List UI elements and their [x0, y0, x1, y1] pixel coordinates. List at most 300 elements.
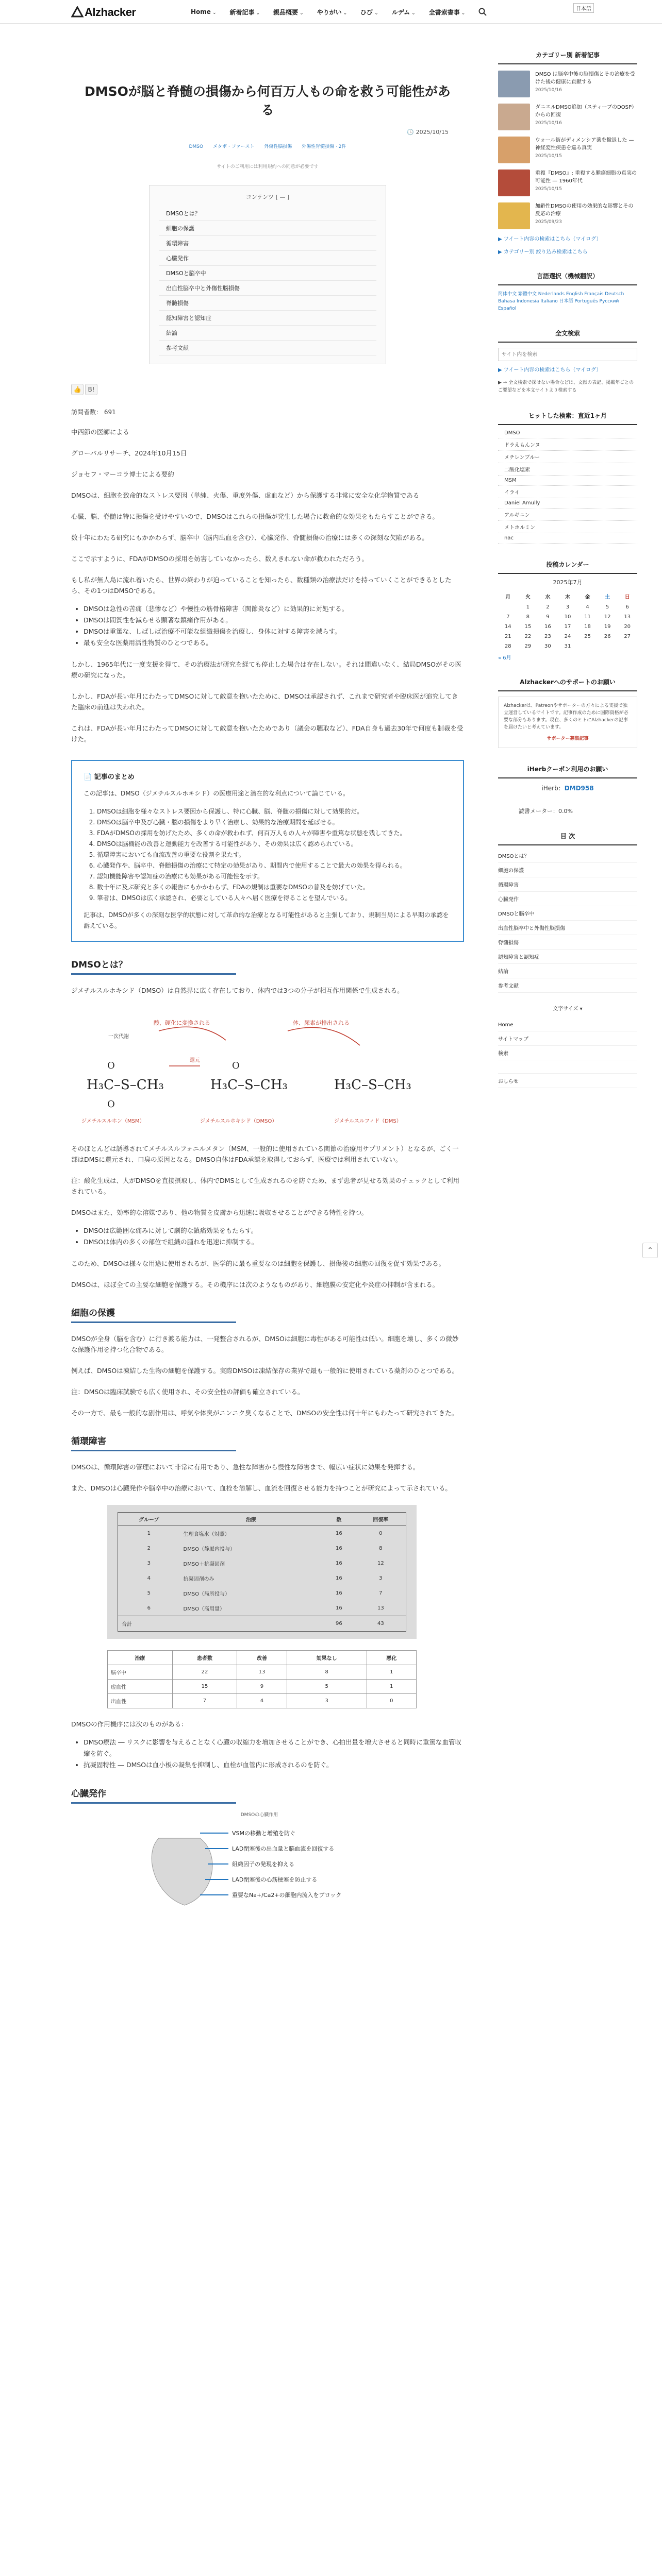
calendar-day[interactable]: 10	[564, 614, 571, 620]
popular-tag[interactable]: アルギニン	[498, 509, 637, 521]
msm-oxygen-top: O	[107, 1060, 115, 1071]
toc-item[interactable]: 認知障害と認知症	[159, 311, 376, 326]
article-title[interactable]: ダニエルDMSO追加（スティーブのDOSP）からの回復	[535, 105, 637, 118]
table-header-row	[108, 1651, 417, 1665]
table-cell: 脳卒中	[108, 1665, 173, 1680]
calendar-day[interactable]: 21	[504, 634, 511, 639]
summary-point: 8. 数十年に及ぶ研究と多くの報告にもかかわらず、FDAの規制は重要なDMSOの普及を妨げていた。	[97, 882, 452, 893]
dmso-metabolism-figure	[71, 1004, 464, 1133]
scroll-to-top-button[interactable]	[642, 1243, 658, 1258]
calendar-day[interactable]: 6	[625, 604, 629, 610]
iherb-code-value[interactable]: DMD958	[564, 785, 594, 792]
footer-link-notice[interactable]: おしらせ	[498, 1074, 637, 1088]
table-header: 治療	[108, 1651, 173, 1665]
iherb-code[interactable]	[498, 784, 637, 792]
section-paragraph: 注：酸化生成は、人がDMSOを直接摂取し、体内でDMSとして生成されるのを防ぐため、まず患者が見せる効果のチェックとして利用されている。	[71, 1177, 460, 1195]
table-cell: 15	[172, 1680, 237, 1694]
popular-tag[interactable]: イライ	[498, 486, 637, 498]
table-cell: 16	[336, 1605, 342, 1611]
table-cell: 8	[287, 1665, 367, 1680]
support-box	[498, 697, 637, 748]
calendar-day[interactable]: 22	[524, 634, 532, 639]
nav-item-7[interactable]	[429, 8, 466, 16]
sidebar-toc-item[interactable]: DMSOとは？	[498, 849, 637, 863]
logo-icon	[71, 6, 85, 18]
chevron-down-icon: ⌄	[461, 10, 466, 16]
article-thumbnail[interactable]	[498, 137, 530, 163]
intro-paragraph: 中西節の医師による	[71, 428, 129, 436]
calendar-day[interactable]: 28	[504, 643, 511, 649]
calendar-day[interactable]: 29	[524, 643, 532, 649]
article-date: 2025/10/16	[535, 121, 562, 126]
section-paragraph: また、DMSOは心臓発作や脳卒中の治療において、血栓を溶解し、血流を回復させる能力を持つことが研究によって示されている。	[71, 1484, 452, 1492]
calendar-day[interactable]: 12	[604, 614, 611, 620]
calendar-day[interactable]: 23	[544, 634, 551, 639]
popular-tag[interactable]: MSM	[498, 476, 637, 486]
like-button[interactable]: 👍	[71, 384, 84, 395]
calendar-day[interactable]	[577, 641, 598, 651]
table-cell: 43	[356, 1616, 406, 1632]
section-paragraph: DMSOが全身（脳を含む）に行き渡る能力は、一発整合されるが、DMSOは細胞に毒性がある可能性は低い。細胞を壊し、多くの微妙な保護作用を持つ化合物である。	[71, 1335, 459, 1353]
table-header: 改善	[237, 1651, 287, 1665]
calendar-day[interactable]: 15	[524, 624, 532, 630]
table-cell: 出血性	[108, 1694, 173, 1708]
sidebar-toc	[498, 849, 637, 993]
terms-disclaimer[interactable]: サイトのご利用には利用規約への同意が必要です	[217, 164, 319, 170]
calendar-day[interactable]: 9	[546, 614, 550, 620]
article-title[interactable]: 加齢性DMSOの使用の効果的な影響とその反応の治療	[535, 204, 634, 217]
table-row	[108, 1665, 417, 1680]
font-size-control[interactable]: 文字サイズ ▾	[553, 1006, 583, 1012]
table-header: 悪化	[367, 1651, 416, 1665]
share-buttons	[71, 384, 464, 396]
post-calendar	[498, 590, 637, 651]
table-cell: 16	[336, 1575, 342, 1581]
footer-link-home[interactable]: Home	[498, 1019, 637, 1031]
section-paragraph: その一方で、最も一般的な副作用は、呼気や体臭がニンニク臭くなることで、DMSOの安全性は何十年にもわたって研究されてきた。	[71, 1409, 458, 1417]
section-heading: DMSOとは？	[71, 957, 236, 975]
molecule-diagram	[71, 1004, 464, 1133]
intro-paragraph: ジョセフ・マーコラ博士による要約	[71, 470, 174, 478]
tweet-search-link[interactable]: ▶ ツイート内容の検索はこちら（マイログ）	[498, 236, 602, 242]
popular-tag[interactable]: ドラえもんンヌ	[498, 438, 637, 451]
list-item: • DMSOは広範囲な痛みに対して劇的な鎮痛効果をもたらす。	[84, 1225, 464, 1236]
calendar-day[interactable]: 13	[624, 614, 631, 620]
heart-diagram	[138, 1818, 380, 1910]
category-tags	[71, 143, 464, 149]
nav-item-6[interactable]	[392, 8, 416, 16]
table-cell: 3	[379, 1575, 383, 1581]
clock-icon: 🕓	[407, 129, 416, 135]
summary-point: 5. 循環障害においても血流改善の重要な役割を果たす。	[97, 850, 452, 860]
summary-point: 1. DMSOは細胞を様々なストレス要因から保護し、特に心臓、脳、脊髄の損傷に対して効果的だ。	[97, 806, 452, 817]
article-date: 2025/09/23	[535, 219, 562, 225]
table-cell: 16	[336, 1546, 342, 1551]
article-title[interactable]: 重複『DMSO』: 重複する腫瘍細胞の真実の可能性 — 1960年代	[535, 171, 637, 184]
article-thumbnail[interactable]	[498, 71, 530, 97]
article-title[interactable]: DMSO は脳卒中後の脳損傷とその治療を受けた後の健康に貢献する	[535, 72, 635, 85]
arrow-left	[159, 1027, 226, 1040]
toc-item[interactable]: DMSOとは？	[159, 206, 376, 221]
nav-label: ひび	[360, 8, 373, 16]
mol-arrow-label: 還元	[190, 1058, 200, 1063]
table-cell: 7	[172, 1694, 237, 1708]
table-cell: 13	[377, 1605, 384, 1611]
arrow-right	[288, 1027, 360, 1045]
sidebar-heading: iHerbクーポン利用のお願い	[498, 760, 637, 778]
logo-text: Alzhacker	[85, 6, 136, 19]
footer-links	[498, 1019, 637, 1088]
calendar-day[interactable]	[598, 641, 618, 651]
calendar-day[interactable]: 24	[564, 634, 571, 639]
sidebar-article[interactable]	[498, 104, 637, 130]
publish-date-text: 2025/10/15	[416, 129, 449, 135]
table-of-contents	[149, 185, 386, 364]
sidebar-toc-item[interactable]: 細胞の保護	[498, 863, 637, 877]
arrow-up-icon: ⌃	[647, 1246, 653, 1255]
table-cell: DMSO（静脈内投与）	[183, 1547, 236, 1552]
table-header: グループ	[118, 1513, 180, 1526]
search-note[interactable]: ▶ ⇒ 全文検索で探せない場合などは、文献の表記、掲載年ごとのご要望などを本文サイトより検索する	[498, 380, 634, 393]
summary-point: 3. FDAがDMSOの採用を妨げたため、多くの命が救われず、何百万人もの人々が障害や重篤な状態を残してきた。	[97, 828, 452, 839]
sidebar-article[interactable]	[498, 71, 637, 97]
table-cell: 16	[336, 1561, 342, 1566]
calendar-day[interactable]: 4	[586, 604, 589, 610]
sidebar-toc-item[interactable]: 循環障害	[498, 877, 637, 892]
popular-tag[interactable]: 二酸化塩素	[498, 463, 637, 476]
toc-item[interactable]: 参考文献	[159, 341, 376, 355]
table-cell: 6	[147, 1605, 151, 1611]
summary-conclusion: 記事は、DMSOが多くの深刻な医学的状態に対して革命的な治療となる可能性があると主張しており、規制当局による早期の承認を訴えている。	[84, 911, 449, 929]
sidebar-article[interactable]	[498, 170, 637, 196]
sidebar-heading: カテゴリー別 新着記事	[498, 46, 637, 64]
calendar-week	[498, 641, 637, 651]
calendar-day[interactable]: 20	[624, 624, 631, 630]
section-heading: 心臓発作	[71, 1786, 236, 1804]
table-cell: 0	[379, 1531, 383, 1536]
search-icon[interactable]	[478, 8, 487, 16]
study-table-1	[118, 1512, 406, 1632]
calendar-day-name: 木	[565, 595, 570, 600]
section-paragraph: DMSOは、循環障害の管理において非常に有用であり、急性な障害から慢性な障害まで、幅広い症状に効果を発揮する。	[71, 1463, 420, 1471]
section-paragraph: DMSOは、ほぼ全ての主要な細胞を保護する。その機序には次のようなものがあり、細胞膜の安定化や炎症の抑制が含まれる。	[71, 1281, 439, 1289]
nav-item-5[interactable]	[360, 8, 378, 16]
table-cell: 12	[377, 1561, 384, 1566]
support-text: Alzhackerは、Patreonやサポーターの方々による支援で独立運営しているサイトです。記事作成のために国際資格が必要な部分もあります。現在、多くのヒトにAlzhackerの記事を届けたいと考えています。	[504, 703, 628, 730]
figure-label: 組織因子の発現を抑える	[232, 1861, 294, 1868]
visit-count: 訪問者数： 691	[71, 409, 116, 416]
toc-item[interactable]: 出血性脳卒中と外傷性脳損傷	[159, 281, 376, 296]
calendar-day-name: 水	[545, 595, 551, 600]
article-thumbnail[interactable]	[498, 202, 530, 229]
summary-box	[71, 760, 464, 942]
category-tag[interactable]: 外傷性脊髄損傷 · 2件	[302, 144, 346, 149]
summary-lead: この記事は、DMSO（ジメチルスルホキシド）の医療用途と潜在的な利点について論じている。	[84, 790, 349, 797]
sidebar-heading: 投稿カレンダー	[498, 556, 637, 574]
calendar-day[interactable]: 31	[564, 643, 571, 649]
calendar-day[interactable]: 19	[604, 624, 611, 630]
nav-label: 新着記事	[229, 8, 255, 16]
table-cell: 0	[367, 1694, 416, 1708]
table-cell: DMSO＋抗凝固剤	[183, 1562, 225, 1567]
figure-caption: DMSOの心臓作用	[240, 1812, 278, 1818]
table-row	[118, 1541, 406, 1556]
section-paragraph: 注：DMSOは臨床試験でも広く使用され、その安全性の評価も確立されている。	[71, 1388, 304, 1396]
table-cell	[180, 1616, 323, 1632]
sidebar-toc-item[interactable]: 参考文献	[498, 978, 637, 993]
section-paragraph: 例えば、DMSOは凍結した生物の細胞を保護する。実際DMSOは凍結保存の業界で最も一般的に使用されている薬剤のひとつである。	[71, 1367, 459, 1375]
sidebar-article[interactable]	[498, 202, 637, 229]
section-paragraph: DMSOはまた、効率的な溶媒であり、他の物質を皮膚から迅速に吸収させることができる特性を持つ。	[71, 1209, 368, 1216]
sidebar-heading: 言語選択（機械翻訳）	[498, 267, 637, 285]
section-heading: 細胞の保護	[71, 1306, 236, 1323]
nav-label: ルデム	[391, 8, 410, 16]
support-link[interactable]: サポーター募集記事	[547, 736, 589, 741]
language-selector[interactable]	[573, 3, 594, 13]
summary-point: 2. DMSOは脳卒中及び心臓・脳の損傷をより早く治療し、効果的な治療期間を延ばせる。	[97, 817, 452, 828]
calendar-day[interactable]: 27	[624, 634, 631, 639]
table-cell: 22	[172, 1665, 237, 1680]
table-cell: 16	[336, 1590, 342, 1596]
calendar-day[interactable]: 8	[526, 614, 530, 620]
category-search-link[interactable]: ▶ カテゴリー別 絞り込み検索はこちら	[498, 249, 588, 255]
summary-point: 7. 認知機能障害や認知症の治療にも効果がある可能性を示す。	[97, 871, 452, 882]
bookmark-button[interactable]: B!	[85, 384, 97, 395]
list-item: • 最も安全な医薬用活性物質のひとつである。	[84, 637, 464, 649]
article-title[interactable]: ウォール街がディメンシア薬を撤退した — 神経変性疾患を巡る真実	[535, 138, 634, 151]
summary-title-text: 記事のまとめ	[94, 773, 135, 781]
main-paragraph: これは、FDAが長い年月にわたってDMSOに対して敵意を抱いたためであり（議会の聴取など）、FDA自身も過去30年で何度も制裁を受けた。	[71, 724, 464, 743]
mol-note-left: 酸、硬化に変換される	[154, 1020, 210, 1026]
study-table-2	[107, 1650, 417, 1708]
calendar-month: 2025年7月	[553, 579, 583, 586]
popular-tag[interactable]: メチレンブルー	[498, 451, 637, 463]
chevron-down-icon: ⌄	[256, 10, 260, 16]
nav-label: やりがい	[317, 8, 342, 16]
sidebar	[498, 31, 637, 1088]
calendar-day[interactable]: 5	[605, 604, 609, 610]
msm-oxygen-bottom: O	[107, 1099, 115, 1110]
chevron-down-icon: ⌄	[374, 10, 378, 16]
table-row	[108, 1694, 417, 1708]
main-nav	[191, 0, 487, 24]
calendar-day[interactable]: 16	[544, 624, 551, 630]
popular-tag[interactable]: メトホルミン	[498, 521, 637, 533]
article-date: 2025/10/15	[535, 154, 562, 159]
list-item: • DMSOは体内の多くの部位で組織の腫れを迅速に抑制する。	[84, 1236, 464, 1248]
intro-paragraph: 数十年にわたる研究にもかかわらず、脳卒中（脳内出血を含む）、心臓発作、脊髄損傷の治療には多くの深刻な欠陥がある。	[71, 534, 428, 541]
calendar-day-name: 金	[585, 595, 590, 600]
article-date: 2025/10/15	[535, 187, 562, 192]
table-cell: 1	[367, 1665, 416, 1680]
calendar-day[interactable]: 11	[584, 614, 591, 620]
iherb-code-label: iHerb：	[541, 785, 565, 792]
table-row	[118, 1601, 406, 1616]
summary-point: 6. 心臓発作や、脳卒中、脊髄損傷の治療にて特定の効果があり、期間内で使用することで最大の効果を得られる。	[97, 860, 452, 871]
mol-label-top: 一次代謝	[108, 1034, 129, 1040]
site-logo[interactable]	[71, 6, 136, 19]
calendar-day[interactable]: 7	[506, 614, 510, 620]
footer-link-blank	[498, 1060, 637, 1074]
property-list	[84, 1225, 464, 1248]
main-paragraph: もし私が無人島に流れ着いたら、世界の終わりが迫っていることを知ったら、数種類の治療法だけを持っていくことができるとしたら、その1つはDMSOである。	[71, 576, 452, 595]
table-cell: DMSO（高用量）	[183, 1606, 225, 1612]
table-cell: 13	[237, 1665, 287, 1680]
msm-molecule: H₃C–S–CH₃	[87, 1077, 164, 1093]
table-header: 治療	[180, 1513, 323, 1526]
toc-title[interactable]: コンテンツ [ — ]	[245, 194, 290, 200]
section-paragraph: このため、DMSOは様々な用途に使用されるが、医学的に最も重要なのは細胞を保護し、損傷後の細胞の回復を促す効果である。	[71, 1260, 445, 1267]
nav-home[interactable]	[191, 8, 216, 15]
study-table-image	[107, 1505, 417, 1639]
table-header: 効果なし	[287, 1651, 367, 1665]
figure-label: LAD閉塞後の心筋梗塞を防止する	[232, 1876, 318, 1883]
sidebar-toc-item[interactable]: 出血性脳卒中と外傷性脳損傷	[498, 921, 637, 935]
toc-item[interactable]: 心臓発作	[159, 251, 376, 266]
table-header: 数	[322, 1513, 356, 1526]
calendar-day[interactable]: 17	[564, 624, 571, 630]
table-cell: 抗凝固剤のみ	[183, 1577, 214, 1582]
calendar-day[interactable]: 1	[526, 604, 530, 610]
toc-item[interactable]: 結論	[159, 326, 376, 341]
intro-paragraph: 心臓、脳、脊髄は特に損傷を受けやすいので、DMSOはこれらの損傷が発生した場合に救命的な効果をもたらすことができる。	[71, 513, 439, 520]
sidebar-toc-item[interactable]: DMSOと脳卒中	[498, 906, 637, 921]
chevron-down-icon: ⌄	[343, 10, 347, 16]
calendar-week	[498, 622, 637, 632]
calendar-week	[498, 612, 637, 622]
calendar-day-name: 火	[525, 595, 531, 600]
search-note[interactable]: ▶ ツイート内容の検索はこちら（マイログ）	[498, 367, 602, 373]
section-paragraph: ジメチルスルホキシド（DMSO）は自然界に広く存在しており、体内では3つの分子が相互作用関係で生成される。	[71, 987, 404, 994]
category-tag[interactable]: DMSO	[189, 144, 204, 149]
table-cell: 3	[147, 1561, 151, 1566]
chevron-down-icon: ⌄	[411, 10, 416, 16]
sidebar-heading: ヒットした検索：直近1ヶ月	[498, 407, 637, 425]
language-select[interactable]: 日本語	[573, 3, 594, 13]
list-item: • 抗凝固特性 ― DMSOは血小板の凝集を抑制し、血栓が血管内に形成されるのを防ぐ。	[84, 1759, 464, 1771]
popular-tag[interactable]: nac	[498, 533, 637, 544]
category-tag[interactable]: メタボ・ファースト	[212, 144, 255, 149]
summary-points	[97, 806, 452, 904]
figure-label: VSMの移動と増殖を防ぐ	[232, 1830, 295, 1837]
article-main	[71, 31, 464, 1914]
table-cell: 4	[147, 1575, 151, 1581]
calendar-day-name: 日	[624, 595, 630, 600]
calendar-day[interactable]: 30	[544, 643, 551, 649]
table-cell: 生理食塩水（対照）	[183, 1532, 230, 1537]
footer-link-sitemap[interactable]: サイトマップ	[498, 1031, 637, 1046]
calendar-week	[498, 632, 637, 641]
footer-link-search[interactable]: 検索	[498, 1046, 637, 1060]
sidebar-article[interactable]	[498, 137, 637, 163]
mol-note-right: 体、尿素が排出される	[293, 1020, 350, 1026]
nav-item-4[interactable]	[317, 8, 347, 16]
nav-label: Home	[191, 8, 211, 15]
document-icon: 📄	[84, 773, 94, 781]
calendar-day[interactable]: 25	[584, 634, 591, 639]
sidebar-heading: Alzhackerへのサポートのお願い	[498, 673, 637, 691]
section-paragraph: DMSOの作用機序には次のものがある：	[71, 1720, 188, 1728]
list-item: • DMSO療法 ― リスクに影響を与えることなく心臓の収縮力を増加させることができ、心拍出量を増大させると同時に重篤な血管収縮を防ぐ。	[84, 1737, 464, 1759]
calendar-day[interactable]: 18	[584, 624, 591, 630]
table-cell: 8	[379, 1546, 383, 1551]
calendar-day[interactable]: 14	[504, 624, 511, 630]
sidebar-toc-item[interactable]: 脊髄損傷	[498, 935, 637, 950]
table-row	[118, 1571, 406, 1586]
table-header: 回復率	[356, 1513, 406, 1526]
mechanism-list	[84, 1737, 464, 1771]
popular-tag[interactable]: DMSO	[498, 428, 637, 438]
table-row	[118, 1526, 406, 1541]
table-cell: 虚血性	[108, 1680, 173, 1694]
category-tag[interactable]: 外傷性脳損傷	[264, 144, 292, 149]
table-header: 患者数	[172, 1651, 237, 1665]
calendar-prev-link[interactable]: « 6月	[498, 655, 511, 661]
article-thumbnail[interactable]	[498, 104, 530, 130]
table-cell: 4	[237, 1694, 287, 1708]
table-cell: 2	[147, 1546, 151, 1551]
calendar-week	[498, 602, 637, 612]
table-footer-row	[118, 1616, 406, 1632]
search-input[interactable]	[498, 348, 637, 361]
section-heading: 循環障害	[71, 1434, 236, 1451]
article-date: 2025/10/16	[535, 88, 562, 93]
table-cell: 1	[367, 1680, 416, 1694]
nav-new-articles[interactable]	[229, 8, 260, 16]
main-paragraph: しかし、1965年代に一度支援を得て、その治療法が研究を経ても停止した場合は存在しない。それは間違いなく、結局DMSOがその医療の研究になった。	[71, 660, 461, 679]
language-links[interactable]: 简体中文 繁體中文 Nederlands English Français Deutsch Bahasa Indonesia Italiano 日本語 Português Русский Español	[498, 292, 624, 311]
table-row	[118, 1586, 406, 1601]
sidebar-toc-item[interactable]: 結論	[498, 964, 637, 978]
calendar-day[interactable]	[498, 602, 518, 612]
calendar-day[interactable]: 3	[566, 604, 570, 610]
summary-point: 9. 筆者は、DMSOは広く承認され、必要としている人々へ届く医療を得ることを望んでいる。	[97, 893, 452, 904]
popular-tag[interactable]: Daniel Amully	[498, 498, 637, 509]
nav-label: 全書索書事	[428, 8, 460, 16]
toc-item[interactable]: DMSOと脳卒中	[159, 266, 376, 281]
toc-item[interactable]: 脊髄損傷	[159, 296, 376, 311]
list-item: • DMSOは重篤な、しばしば治療不可能な組織損傷を治療し、身体に対する障害を減らす。	[84, 626, 464, 637]
nav-label: 親品概要	[273, 8, 299, 16]
article-thumbnail[interactable]	[498, 170, 530, 196]
toc-item[interactable]: 細胞の保護	[159, 221, 376, 236]
dmso-molecule: H₃C–S–CH₃	[210, 1077, 288, 1093]
table-cell: 16	[336, 1531, 342, 1536]
calendar-day[interactable]: 2	[546, 604, 550, 610]
table-row	[118, 1556, 406, 1571]
figure-label: LAD閉塞後の出血量と脳血流を回復する	[232, 1845, 335, 1852]
section-paragraph: そのほとんどは誘導されてメチルスルフォニルメタン（MSM、一般的に使用されている関節の治療用サプリメント）となるが、ごく一部はDMSに還元され、口臭の原因となる。DMSO自体はFDA承認を取得しておらず、医療では利用されていない。	[71, 1145, 459, 1163]
calendar-day[interactable]	[617, 641, 637, 651]
toc-item[interactable]: 循環障害	[159, 236, 376, 251]
sidebar-toc-item[interactable]: 認知障害と認知症	[498, 950, 637, 964]
calendar-day[interactable]: 26	[604, 634, 611, 639]
table-cell: 5	[287, 1680, 367, 1694]
table-cell: DMSO（局所投与）	[183, 1591, 230, 1597]
results-table-wrap	[107, 1650, 417, 1708]
sidebar-heading: 目 次	[498, 827, 637, 845]
chevron-down-icon: ⌄	[212, 10, 217, 15]
table-cell: 5	[147, 1590, 151, 1596]
table-cell: 9	[237, 1680, 287, 1694]
intro-paragraph: グローバルリサーチ、2024年10月15日	[71, 449, 187, 457]
site-header	[0, 0, 662, 24]
nav-overview[interactable]	[273, 8, 304, 16]
dms-molecule: H₃C–S–CH₃	[334, 1077, 411, 1093]
publish-date	[71, 129, 464, 135]
sidebar-toc-item[interactable]: 心臓発作	[498, 892, 637, 906]
table-cell: 7	[379, 1590, 383, 1596]
